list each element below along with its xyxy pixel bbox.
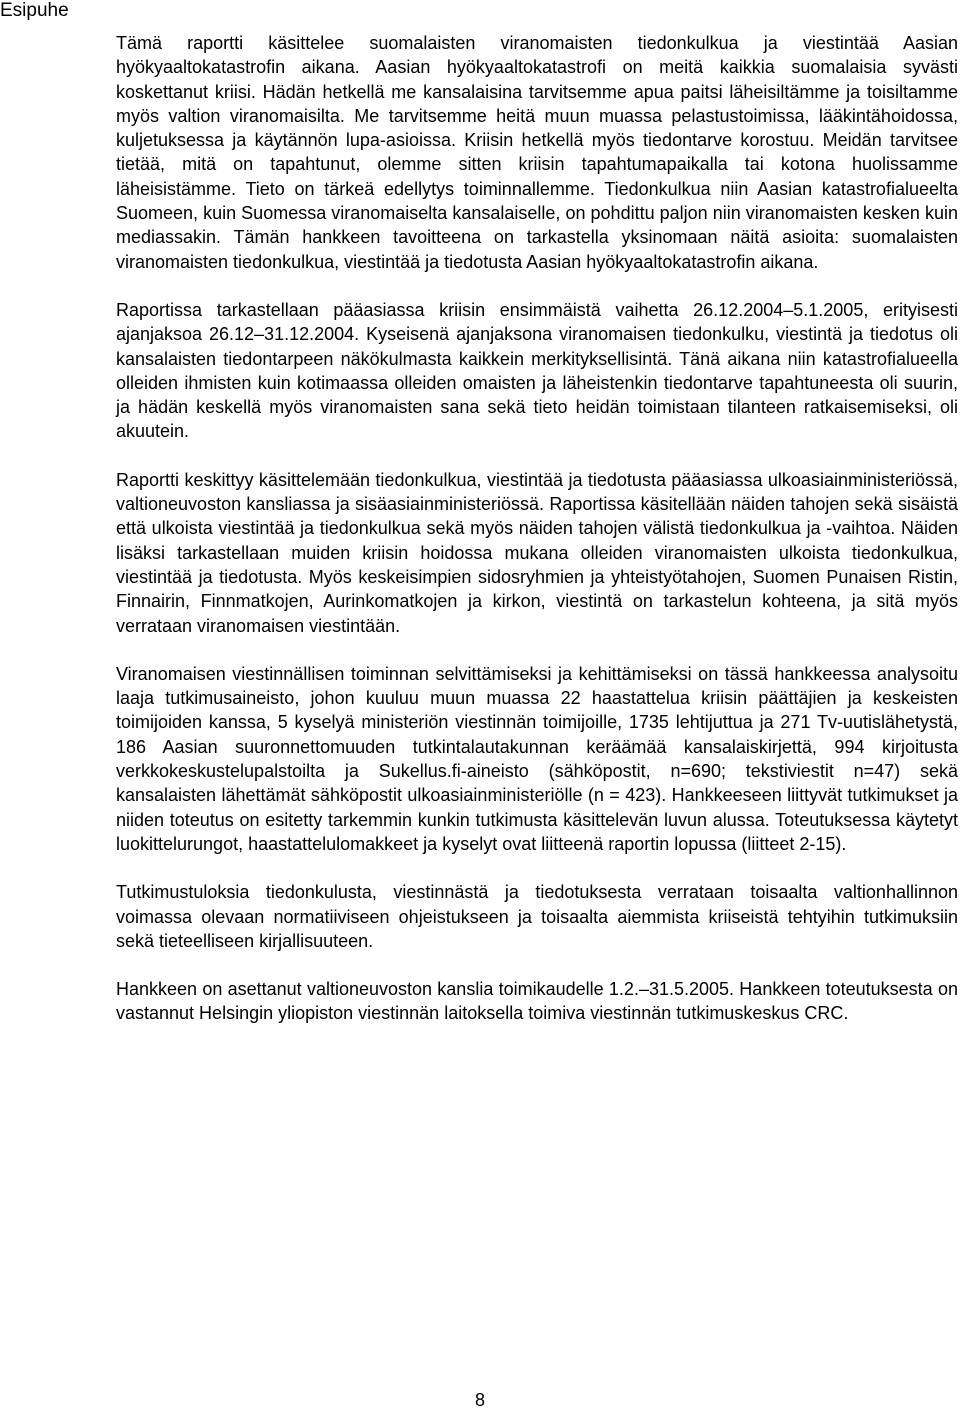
section-heading: Esipuhe <box>0 0 69 21</box>
paragraph-research-material: Viranomaisen viestinnällisen toiminnan selvittämiseksi ja kehittämiseksi on tässä hankkeessa analysoitu laaja tutkimusaineisto, johon kuuluu muun muassa 22 haastattelua kriisin päättäjien ja keskeisten toimijoiden kanssa, 5 kyselyä ministeriön viestinnän toimijoille, 1735 lehtijuttua ja 271 Tv-uutislähetystä, 186 Aasian suuronnettomuuden tutkintalautakunnan keräämää kansalaiskirjettä, 994 kirjoitusta verkkokeskustelupalstoilta ja Sukellus.fi-aineisto (sähköpostit, n=690; tekstiviestit n=47) sekä kansalaisten lähettämät sähköpostit ulkoasiainministeriölle (n = 423). Hankkeeseen liittyvät tutkimukset ja niiden toteutus on esitetty tarkemmin kunkin tutkimusta käsittelevän luvun alussa. Toteutuksessa käytetyt luokittelurungot, haastattelulomakkeet ja kyselyt ovat liitteenä raportin lopussa (liitteet 2-15). <box>116 663 958 854</box>
body-text <box>116 31 958 1026</box>
paragraph-focus: Raportti keskittyy käsittelemään tiedonkulkua, viestintää ja tiedotusta pääasiassa ulkoasiainministeriössä, valtioneuvoston kansliassa ja sisäasiainministeriössä. Raportissa käsitellään näiden tahojen sekä sisäistä että ulkoista viestintää ja tiedonkulkua sekä myös näiden tahojen välistä tiedonkulkua ja -vaihtoa. Näiden lisäksi tarkastellaan muiden kriisin hoidossa mukana olleiden viranomaisten ulkoista tiedonkulkua, viestintää ja tiedotusta. Myös keskeisimpien sidosryhmien ja yhteistyötahojen, Suomen Punaisen Ristin, Finnairin, Finnmatkojen, Aurinkomatkojen ja kirkon, viestintä on tarkastelun kohteena, ja sitä myös verrataan viranomaisen viestintään. <box>116 469 958 636</box>
paragraph-comparison: Tutkimustuloksia tiedonkulusta, viestinnästä ja tiedotuksesta verrataan toisaalta valtionhallinnon voimassa olevaan normatiiviseen ohjeistukseen ja toisaalta aiemmista kriiseistä tehtyihin tutkimuksiin sekä tieteelliseen kirjallisuuteen. <box>116 882 958 951</box>
paragraph-project-info: Hankkeen on asettanut valtioneuvoston kanslia toimikaudelle 1.2.–31.5.2005. Hankkeen toteutuksesta on vastannut Helsingin yliopiston viestinnän laitoksella toimiva viestinnän tutkimuskeskus CRC. <box>116 979 958 1024</box>
page-number: 8 <box>474 1390 485 1410</box>
paragraph-time-scope: Raportissa tarkastellaan pääasiassa kriisin ensimmäistä vaihetta 26.12.2004–5.1.2005, erityisesti ajanjaksoa 26.12–31.12.2004. Kyseisenä ajanjaksona viranomaisen tiedonkulku, viestintä ja tiedotus oli kansalaisten tiedontarpeen näkökulmasta kaikkein merkityksellisintä. Tänä aikana niin katastrofialueella olleiden ihmisten kuin kotimaassa olleiden omaisten ja läheistenkin tiedontarve tapahtuneesta oli suurin, ja hädän keskellä myös viranomaisten sana sekä tieto heidän toimistaan tilanteen ratkaisemiseksi, oli akuutein. <box>116 299 958 442</box>
paragraph-introduction: Tämä raportti käsittelee suomalaisten viranomaisten tiedonkulkua ja viestintää Aasian hyökyaaltokatastrofin aikana. Aasian hyökyaaltokatastrofi on meitä kaikkia suomalaisia syvästi koskettanut kriisi. Hädän hetkellä me kansalaisina tarvitsemme apua paitsi läheisiltämme ja toisiltamme myös valtion viranomaisilta. Me tarvitsemme heitä muun muassa pelastustoimissa, lääkintähoidossa, kuljetuksessa ja käytännön lupa-asioissa. Kriisin hetkellä myös tiedontarve korostuu. Meidän tarvitsee tietää, mitä on tapahtunut, olemme sitten kriisin tapahtumapaikalla tai kotona huolissamme läheisistämme. Tieto on tärkeä edellytys toiminnallemme. Tiedonkulkua niin Aasian katastrofialueelta Suomeen, kuin Suomessa viranomaiselta kansalaiselle, on pohdittu paljon niin viranomaisten kesken kuin mediassakin. Tämän hankkeen tavoitteena on tarkastella yksinomaan näitä asioita: suomalaisten viranomaisten tiedonkulkua, viestintää ja tiedotusta Aasian hyökyaaltokatastrofin aikana. <box>116 33 958 272</box>
